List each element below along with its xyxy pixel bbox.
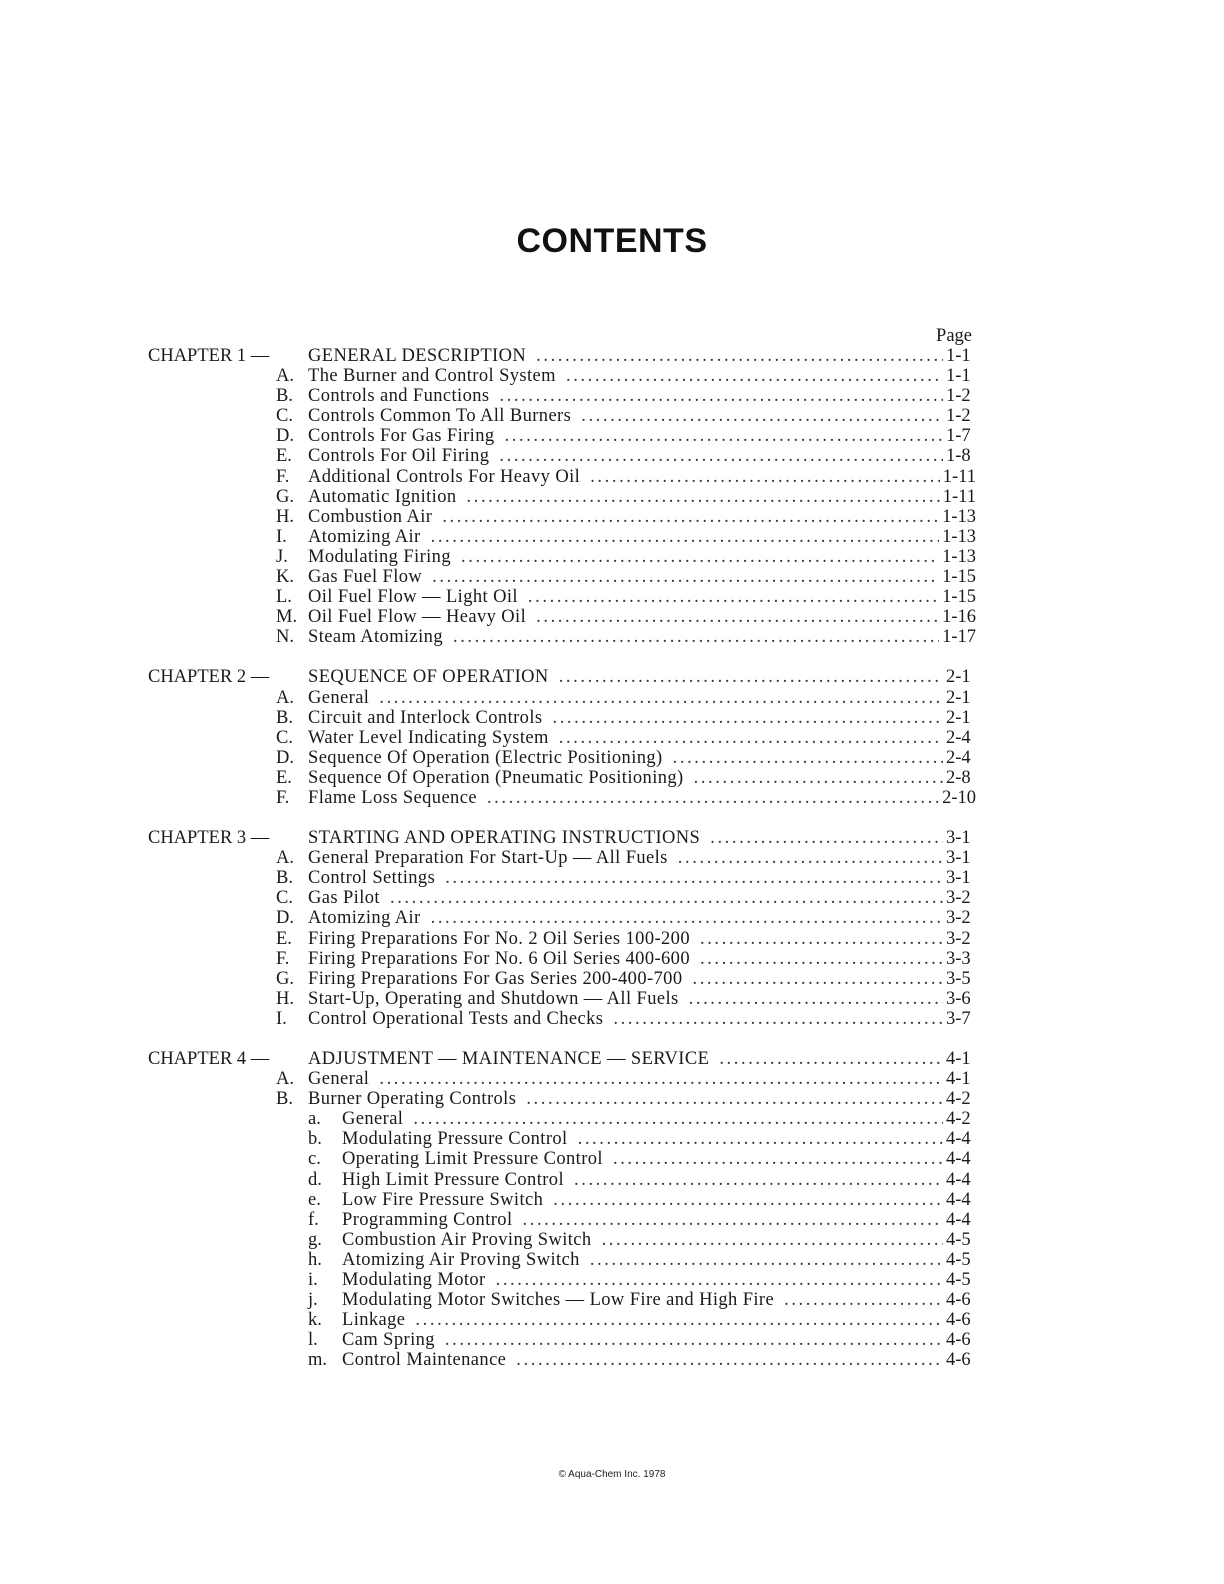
dot-leader	[523, 1210, 944, 1230]
chapter-spacer	[148, 647, 976, 667]
dot-leader	[445, 868, 943, 888]
toc-entry	[148, 688, 976, 708]
toc-subentry	[148, 1310, 976, 1330]
toc-subentry	[148, 1149, 976, 1169]
toc-entry	[148, 708, 976, 728]
entry-letter: E.	[276, 767, 292, 788]
chapter-heading-row	[148, 1049, 976, 1069]
entry-title: Control Operational Tests and Checks	[308, 1008, 604, 1029]
dot-leader	[431, 527, 939, 547]
toc-entry	[148, 587, 976, 607]
entry-page: 4-2	[946, 1089, 971, 1110]
entry-letter: C.	[276, 727, 293, 748]
chapter-title: GENERAL DESCRIPTION	[308, 346, 527, 366]
chapter-label: CHAPTER 2 —	[148, 667, 270, 688]
entry-letter: F.	[276, 948, 290, 969]
entry-letter: F.	[276, 466, 290, 487]
entry-page: 1-16	[942, 607, 976, 628]
copyright-footer: © Aqua-Chem Inc. 1978	[558, 1469, 666, 1480]
toc-entry	[148, 406, 976, 426]
toc-entry	[148, 1069, 976, 1089]
dot-leader	[379, 1069, 943, 1089]
dot-leader	[602, 1230, 943, 1250]
entry-title: Atomizing Air	[308, 526, 421, 547]
toc-entry	[148, 487, 976, 507]
subentry-title: Atomizing Air Proving Switch	[342, 1249, 580, 1270]
entry-title: Firing Preparations For No. 2 Oil Series 100-200	[308, 928, 690, 949]
dot-leader	[390, 888, 943, 908]
subentry-title: Cam Spring	[342, 1330, 435, 1351]
entry-title: Oil Fuel Flow — Light Oil	[308, 587, 518, 608]
entry-page: 1-15	[942, 587, 976, 608]
dot-leader	[431, 908, 943, 928]
entry-letter: H.	[276, 988, 294, 1009]
dot-leader	[678, 848, 943, 868]
toc-subentry	[148, 1109, 976, 1129]
entry-title: Burner Operating Controls	[308, 1089, 517, 1110]
entry-title: Automatic Ignition	[308, 486, 457, 507]
dot-leader	[673, 748, 943, 768]
entry-title: Steam Atomizing	[308, 627, 443, 648]
entry-letter: D.	[276, 426, 294, 447]
dot-leader	[613, 1009, 943, 1029]
entry-page: 2-10	[942, 787, 976, 808]
entry-title: Combustion Air	[308, 506, 433, 527]
toc-subentry	[148, 1290, 976, 1310]
dot-leader	[710, 828, 943, 848]
dot-leader	[461, 547, 939, 567]
entry-title: Oil Fuel Flow — Heavy Oil	[308, 607, 527, 628]
entry-letter: D.	[276, 747, 294, 768]
entry-page: 1-15	[942, 567, 976, 588]
entry-page: 3-1	[946, 868, 971, 889]
entry-title: Sequence Of Operation (Pneumatic Positioning)	[308, 767, 684, 788]
subentry-letter: a.	[308, 1109, 321, 1130]
subentry-title: Modulating Motor	[342, 1270, 486, 1291]
entry-title: Gas Fuel Flow	[308, 567, 423, 588]
entry-page: 1-8	[946, 446, 971, 467]
subentry-page: 4-6	[946, 1290, 971, 1311]
entry-letter: K.	[276, 567, 294, 588]
entry-page: 1-13	[942, 506, 976, 527]
entry-title: Control Settings	[308, 868, 436, 889]
entry-page: 2-8	[946, 767, 971, 788]
entry-page: 4-1	[946, 1069, 971, 1090]
dot-leader	[559, 667, 943, 687]
toc-subentry	[148, 1250, 976, 1270]
entry-page: 1-7	[946, 426, 971, 447]
dot-leader	[553, 1190, 943, 1210]
subentry-title: Low Fire Pressure Switch	[342, 1189, 544, 1210]
subentry-letter: f.	[308, 1209, 319, 1230]
entry-title: Firing Preparations For No. 6 Oil Series 400-600	[308, 948, 690, 969]
subentry-letter: d.	[308, 1169, 322, 1190]
subentry-title: Linkage	[342, 1310, 406, 1331]
dot-leader	[578, 1129, 943, 1149]
page-title: CONTENTS	[516, 222, 708, 260]
dot-leader	[505, 426, 943, 446]
entry-letter: N.	[276, 627, 294, 648]
toc-entry	[148, 929, 976, 949]
dot-leader	[516, 1350, 943, 1370]
subentry-letter: i.	[308, 1270, 318, 1291]
entry-title: Atomizing Air	[308, 908, 421, 929]
entry-page: 1-2	[946, 386, 971, 407]
entry-title: General Preparation For Start-Up — All Fuels	[308, 848, 668, 869]
entry-letter: H.	[276, 506, 294, 527]
entry-page: 2-1	[946, 687, 971, 708]
entry-title: The Burner and Control System	[308, 366, 556, 387]
subentry-title: Modulating Motor Switches — Low Fire and High Fire	[342, 1290, 775, 1311]
entry-letter: F.	[276, 787, 290, 808]
subentry-page: 4-6	[946, 1310, 971, 1331]
toc-entry	[148, 507, 976, 527]
toc-subentry	[148, 1210, 976, 1230]
toc-entry	[148, 627, 976, 647]
entry-title: Modulating Firing	[308, 546, 451, 567]
entry-title: General	[308, 1069, 370, 1090]
toc-entry	[148, 969, 976, 989]
toc-entry	[148, 1009, 976, 1029]
dot-leader	[536, 346, 943, 366]
dot-leader	[552, 708, 943, 728]
toc-subentry	[148, 1350, 976, 1370]
subentry-title: Modulating Pressure Control	[342, 1129, 568, 1150]
subentry-page: 4-4	[946, 1129, 971, 1150]
dot-leader	[574, 1170, 943, 1190]
entry-title: General	[308, 687, 370, 708]
dot-leader	[526, 1089, 943, 1109]
chapter-spacer	[148, 808, 976, 828]
toc-entry	[148, 848, 976, 868]
toc-subentry	[148, 1330, 976, 1350]
toc-entry	[148, 908, 976, 928]
subentry-letter: h.	[308, 1249, 322, 1270]
entry-page: 3-2	[946, 928, 971, 949]
subentry-page: 4-6	[946, 1330, 971, 1351]
dot-leader	[413, 1109, 943, 1129]
entry-letter: G.	[276, 486, 294, 507]
entry-letter: D.	[276, 908, 294, 929]
toc-entry	[148, 949, 976, 969]
entry-letter: I.	[276, 1008, 287, 1029]
entry-page: 2-1	[946, 707, 971, 728]
dot-leader	[445, 1330, 943, 1350]
dot-leader	[467, 487, 940, 507]
entry-page: 1-13	[942, 546, 976, 567]
dot-leader	[496, 1270, 943, 1290]
entry-title: Water Level Indicating System	[308, 727, 549, 748]
toc-subentry	[148, 1230, 976, 1250]
entry-letter: J.	[276, 546, 288, 567]
entry-title: Controls For Oil Firing	[308, 446, 490, 467]
entry-title: Controls and Functions	[308, 386, 490, 407]
subentry-letter: e.	[308, 1189, 321, 1210]
subentry-letter: k.	[308, 1310, 322, 1331]
dot-leader	[442, 507, 939, 527]
entry-letter: C.	[276, 406, 293, 427]
chapter-page: 3-1	[946, 828, 971, 849]
entry-title: Flame Loss Sequence	[308, 787, 477, 808]
entry-page: 2-4	[946, 727, 971, 748]
chapter-label: CHAPTER 1 —	[148, 346, 270, 366]
dot-leader	[581, 406, 943, 426]
entry-letter: L.	[276, 587, 292, 608]
dot-leader	[613, 1149, 943, 1169]
entry-title: Circuit and Interlock Controls	[308, 707, 543, 728]
entry-page: 1-17	[942, 627, 976, 648]
entry-letter: G.	[276, 968, 294, 989]
entry-page: 1-11	[942, 486, 976, 507]
subentry-page: 4-4	[946, 1209, 971, 1230]
entry-letter: B.	[276, 386, 293, 407]
entry-letter: A.	[276, 848, 294, 869]
entry-page: 1-2	[946, 406, 971, 427]
subentry-page: 4-6	[946, 1350, 971, 1371]
toc-entry	[148, 567, 976, 587]
dot-leader	[784, 1290, 943, 1310]
entry-letter: M.	[276, 607, 298, 628]
subentry-title: General	[342, 1109, 404, 1130]
entry-letter: E.	[276, 446, 292, 467]
entry-page: 1-1	[946, 366, 971, 387]
entry-letter: I.	[276, 526, 287, 547]
dot-leader	[590, 1250, 943, 1270]
entry-page: 3-2	[946, 888, 971, 909]
subentry-title: Control Maintenance	[342, 1350, 507, 1371]
toc-subentry	[148, 1129, 976, 1149]
page-column-header: Page	[936, 326, 972, 346]
dot-leader	[566, 366, 943, 386]
toc-entry	[148, 868, 976, 888]
chapter-title: SEQUENCE OF OPERATION	[308, 667, 549, 688]
dot-leader	[692, 969, 943, 989]
chapter-page: 4-1	[946, 1049, 971, 1069]
subentry-title: High Limit Pressure Control	[342, 1169, 564, 1190]
toc-entry	[148, 748, 976, 768]
dot-leader	[689, 989, 943, 1009]
toc-subentry	[148, 1170, 976, 1190]
subentry-page: 4-4	[946, 1169, 971, 1190]
toc-entry	[148, 527, 976, 547]
dot-leader	[432, 567, 939, 587]
subentry-letter: m.	[308, 1350, 328, 1371]
subentry-letter: g.	[308, 1229, 322, 1250]
subentry-title: Operating Limit Pressure Control	[342, 1149, 603, 1170]
toc-entry	[148, 768, 976, 788]
toc-subentry	[148, 1190, 976, 1210]
entry-page: 3-7	[946, 1008, 971, 1029]
chapter-heading-row	[148, 346, 976, 366]
dot-leader	[536, 607, 939, 627]
chapter-title: STARTING AND OPERATING INSTRUCTIONS	[308, 828, 701, 849]
dot-leader	[719, 1049, 943, 1069]
dot-leader	[694, 768, 943, 788]
dot-leader	[453, 627, 939, 647]
toc-entry	[148, 426, 976, 446]
dot-leader	[559, 728, 943, 748]
entry-letter: B.	[276, 1089, 293, 1110]
toc-entry	[148, 888, 976, 908]
subentry-page: 4-4	[946, 1189, 971, 1210]
dot-leader	[487, 788, 939, 808]
toc-entry	[148, 386, 976, 406]
chapter-heading-row	[148, 828, 976, 848]
entry-page: 1-13	[942, 526, 976, 547]
subentry-page: 4-5	[946, 1249, 971, 1270]
entry-letter: A.	[276, 366, 294, 387]
table-of-contents	[148, 326, 976, 1371]
subentry-letter: j.	[308, 1290, 318, 1311]
toc-subentry	[148, 1270, 976, 1290]
entry-letter: A.	[276, 687, 294, 708]
entry-letter: B.	[276, 868, 293, 889]
toc-entry	[148, 366, 976, 386]
dot-leader	[499, 446, 943, 466]
toc-entry	[148, 989, 976, 1009]
dot-leader	[379, 688, 943, 708]
entry-page: 3-1	[946, 848, 971, 869]
chapter-heading-row	[148, 667, 976, 687]
entry-letter: A.	[276, 1069, 294, 1090]
entry-title: Gas Pilot	[308, 888, 380, 909]
entry-page: 1-11	[942, 466, 976, 487]
subentry-page: 4-2	[946, 1109, 971, 1130]
toc-entry	[148, 728, 976, 748]
chapter-label: CHAPTER 3 —	[148, 828, 270, 849]
entry-page: 3-2	[946, 908, 971, 929]
entry-letter: E.	[276, 928, 292, 949]
dot-leader	[700, 929, 943, 949]
chapter-title: ADJUSTMENT — MAINTENANCE — SERVICE	[308, 1049, 710, 1069]
dot-leader	[415, 1310, 943, 1330]
subentry-letter: c.	[308, 1149, 321, 1170]
toc-entry	[148, 788, 976, 808]
chapter-page: 2-1	[946, 667, 971, 688]
subentry-title: Programming Control	[342, 1209, 513, 1230]
toc-entry	[148, 467, 976, 487]
dot-leader	[499, 386, 943, 406]
chapter-spacer	[148, 1029, 976, 1049]
entry-page: 3-3	[946, 948, 971, 969]
entry-title: Additional Controls For Heavy Oil	[308, 466, 581, 487]
entry-title: Sequence Of Operation (Electric Positioning)	[308, 747, 663, 768]
toc-entry	[148, 1089, 976, 1109]
subentry-letter: l.	[308, 1330, 318, 1351]
toc-entry	[148, 446, 976, 466]
subentry-page: 4-4	[946, 1149, 971, 1170]
subentry-title: Combustion Air Proving Switch	[342, 1229, 592, 1250]
toc-entry	[148, 607, 976, 627]
dot-leader	[528, 587, 939, 607]
entry-title: Start-Up, Operating and Shutdown — All Fuels	[308, 988, 679, 1009]
subentry-letter: b.	[308, 1129, 322, 1150]
entry-title: Controls Common To All Burners	[308, 406, 572, 427]
subentry-page: 4-5	[946, 1229, 971, 1250]
entry-title: Controls For Gas Firing	[308, 426, 495, 447]
chapter-page: 1-1	[946, 346, 971, 366]
entry-letter: C.	[276, 888, 293, 909]
entry-page: 3-6	[946, 988, 971, 1009]
subentry-page: 4-5	[946, 1270, 971, 1291]
dot-leader	[700, 949, 943, 969]
toc-entry	[148, 547, 976, 567]
dot-leader	[590, 467, 940, 487]
entry-page: 3-5	[946, 968, 971, 989]
chapter-label: CHAPTER 4 —	[148, 1049, 270, 1069]
entry-letter: B.	[276, 707, 293, 728]
entry-title: Firing Preparations For Gas Series 200-400-700	[308, 968, 683, 989]
entry-page: 2-4	[946, 747, 971, 768]
